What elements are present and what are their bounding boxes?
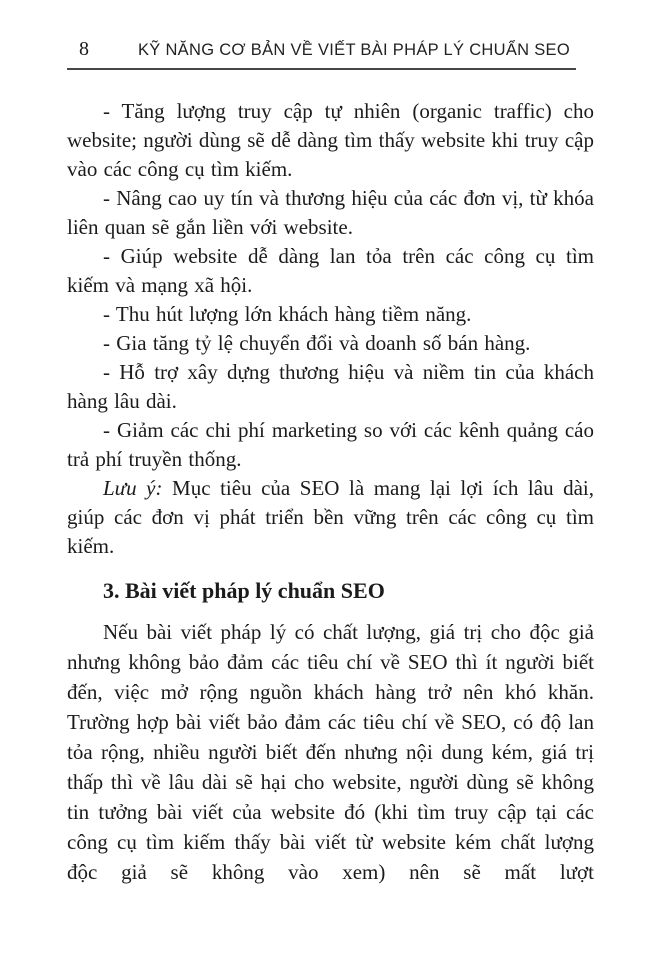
bullet-item-5: - Gia tăng tỷ lệ chuyển đổi và doanh số bán hàng.: [103, 331, 531, 355]
section-heading: 3. Bài viết pháp lý chuẩn SEO: [103, 578, 385, 603]
running-title: KỸ NĂNG CƠ BẢN VỀ VIẾT BÀI PHÁP LÝ CHUẨN SEO: [137, 41, 570, 59]
bullet-item-7: - Giảm các chi phí marketing so với các kênh quảng cáo trả phí truyền thống.: [67, 418, 594, 471]
running-header: [67, 38, 576, 70]
bullet-item-6: - Hỗ trợ xây dựng thương hiệu và niềm tin của khách hàng lâu dài.: [67, 360, 594, 413]
bullet-item-4: - Thu hút lượng lớn khách hàng tiềm năng.: [103, 302, 472, 326]
note-text: Mục tiêu của SEO là mang lại lợi ích lâu dài, giúp các đơn vị phát triển bền vững trên các công cụ tìm kiếm.: [67, 476, 595, 558]
note-paragraph: [67, 474, 594, 561]
bullet-item-1: - Tăng lượng truy cập tự nhiên (organic traffic) cho website; người dùng sẽ dễ dàng tìm thấy website khi truy cập vào các công cụ tìm kiếm.: [67, 99, 594, 181]
note-lead: Lưu ý:: [103, 476, 163, 500]
page-number: 8: [79, 38, 89, 60]
body-paragraph: Nếu bài viết pháp lý có chất lượng, giá trị cho độc giả nhưng không bảo đảm các tiêu chí về SEO thì ít người biết đến, việc mở rộng nguồn khách hàng trở nên khó khăn. Trường hợp bài viết bảo đảm các tiêu chí về SEO, có độ lan tỏa rộng, nhiều người biết đến nhưng nội dung kém, giá trị thấp thì về lâu dài sẽ hại cho website, người dùng sẽ không tin tưởng bài viết của website đó (khi tìm truy cập tại các công cụ tìm kiếm thấy bài viết từ website kém chất lượng độc giả sẽ không vào xem) nên sẽ mất lượt: [67, 620, 594, 884]
bullet-item-3: - Giúp website dễ dàng lan tỏa trên các công cụ tìm kiếm và mạng xã hội.: [67, 244, 594, 297]
bullet-item-2: - Nâng cao uy tín và thương hiệu của các đơn vị, từ khóa liên quan sẽ gắn liền với website.: [67, 186, 594, 239]
page-body: [67, 97, 594, 887]
